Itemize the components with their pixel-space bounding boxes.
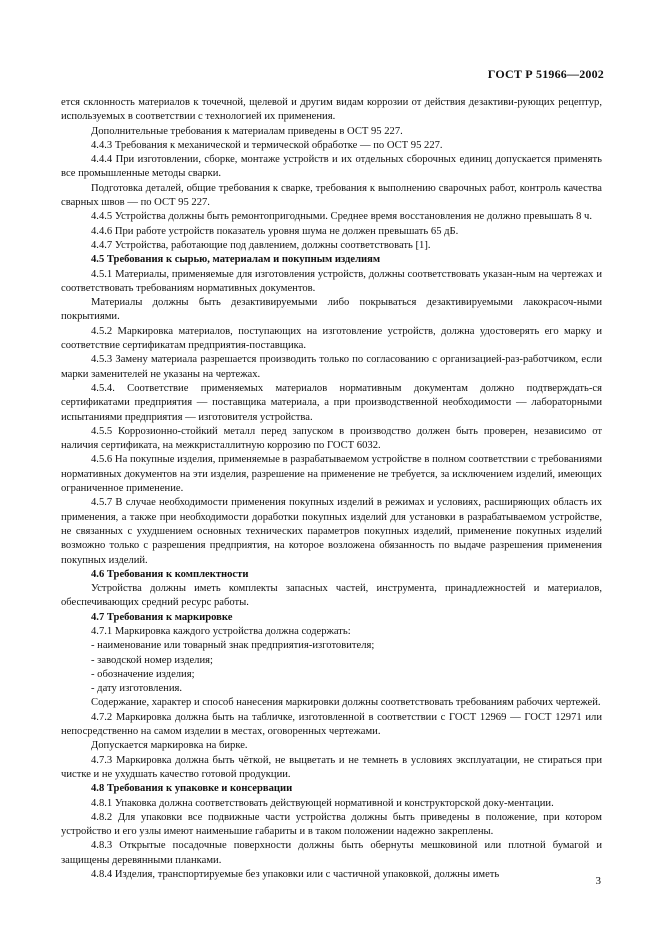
list-item: - обозначение изделия; (91, 668, 195, 680)
page-number: 3 (595, 875, 601, 887)
paragraph: 4.8.2 Для упаковки все подвижные части устройства должны быть приведены в положение, при котором устройство и его узлы имеют наименьшие габариты и в таком положении надежно закреплены. (61, 811, 602, 838)
paragraph: 4.5.2 Маркировка материалов, поступающих на изготовление устройств, должна удостоверять его марку и соответствие сертификатам предприятия-поставщика. (61, 325, 602, 352)
paragraph: 4.4.7 Устройства, работающие под давлением, должны соответствовать [1]. (91, 239, 431, 251)
paragraph: 4.5.3 Замену материала разрешается производить только по согласованию с организацией-раз-работчиком, если марки заменителей не указаны на чертежах. (61, 354, 602, 380)
paragraph: Материалы должны быть дезактивируемыми либо покрываться дезактивируемыми лакокрасоч-ными покрытиями. (61, 297, 602, 323)
paragraph: 4.5.5 Коррозионно-стойкий металл перед запуском в производство должен быть проверен, независимо от наличия сертификата, на межкристаллитную коррозию по ГОСТ 6032. (61, 425, 602, 452)
paragraph: 4.8.4 Изделия, транспортируемые без упаковки или с частичной упаковкой, должны иметь (91, 869, 500, 881)
section-heading: 4.5 Требования к сырью, материалам и покупным изделиям (91, 254, 381, 266)
paragraph: Дополнительные требования к материалам приведены в ОСТ 95 227. (91, 125, 403, 137)
section-heading: 4.8 Требования к упаковке и консервации (91, 783, 293, 795)
paragraph: 4.7.2 Маркировка должна быть на табличке, изготовленной в соответствии с ГОСТ 12969 — ГОСТ 12971 или непосредственно на самом изделии в местах, оговоренных чертежами. (61, 711, 602, 738)
list-item: - дату изготовления. (91, 683, 183, 695)
paragraph: Подготовка деталей, общие требования к сварке, требования к выполнению сварочных работ, контроль качества сварных швов — по ОСТ 95 227. (61, 182, 602, 209)
paragraph: 4.8.1 Упаковка должна соответствовать действующей нормативной и конструкторской доку-ментации. (91, 797, 554, 809)
paragraph: Устройства должны иметь комплекты запасных частей, инструмента, принадлежностей и материалов, обеспечивающих средний ресурс работы. (61, 583, 602, 609)
paragraph: 4.4.3 Требования к механической и термической обработке — по ОСТ 95 227. (91, 139, 443, 151)
paragraph: 4.4.4 При изготовлении, сборке, монтаже устройств и их отдельных сборочных единиц допускается применять все промышленные методы сварки. (61, 154, 602, 180)
paragraph: Содержание, характер и способ нанесения маркировки должны соответствовать требованиям рабочих чертежей. (91, 697, 601, 709)
paragraph: 4.5.7 В случае необходимости применения покупных изделий в режимах и условиях, расширяющих область их применения, а также при необходимости доработки покупных изделий для установки в разрабатываемом устройстве, не связанных с ухудшением основных технических параметров покупных изделий, применение покупных изделий возможно только с разрешения предприятия, на которое возложена обязанность по выдаче разрешения применения покупных изделий. (61, 497, 602, 566)
section-heading: 4.7 Требования к маркировке (91, 611, 233, 623)
list-item: - заводской номер изделия; (91, 654, 213, 666)
document-body (61, 96, 602, 882)
document-code: ГОСТ Р 51966—2002 (487, 67, 604, 81)
paragraph: 4.5.6 На покупные изделия, применяемые в разрабатываемом устройстве в полном соответствии с требованиями нормативных документов на эти изделия, разрешение на применение не требуется, за исключением изделий, имеющих ограниченное применение. (61, 454, 602, 495)
paragraph: ется склонность материалов к точечной, щелевой и другим видам коррозии от действия дезактиви-рующих рецептур, используемых в соответствии с технологией их применения. (61, 97, 602, 123)
paragraph: 4.7.1 Маркировка каждого устройства должна содержать: (91, 625, 351, 637)
paragraph: 4.5.4. Соответствие применяемых материалов нормативным документам должно подтверждать-ся сертификатами предприятия — поставщика материала, а при производственной необходимости — лабораторными испытаниями предприятия — изготовителя устройства. (61, 382, 602, 423)
paragraph: 4.4.6 При работе устройств показатель уровня шума не должен превышать 65 дБ. (91, 225, 459, 237)
paragraph: Допускается маркировка на бирке. (91, 740, 248, 752)
paragraph: 4.4.5 Устройства должны быть ремонтопригодными. Среднее время восстановления не должно превышать 8 ч. (91, 211, 593, 223)
paragraph: 4.5.1 Материалы, применяемые для изготовления устройств, должны соответствовать указан-ным на чертежах и соответствовать требованиям нормативных документов. (61, 268, 602, 294)
paragraph: 4.8.3 Открытые посадочные поверхности должны быть обернуты мешковиной или плотной бумагой и защищены деревянными планками. (61, 840, 602, 866)
paragraph: 4.7.3 Маркировка должна быть чёткой, не выцветать и не темнеть в условиях эксплуатации, не стираться при чистке и не ухудшать качество готовой продукции. (61, 754, 602, 780)
section-heading: 4.6 Требования к комплектности (91, 568, 249, 580)
list-item: - наименование или товарный знак предприятия-изготовителя; (91, 640, 375, 652)
